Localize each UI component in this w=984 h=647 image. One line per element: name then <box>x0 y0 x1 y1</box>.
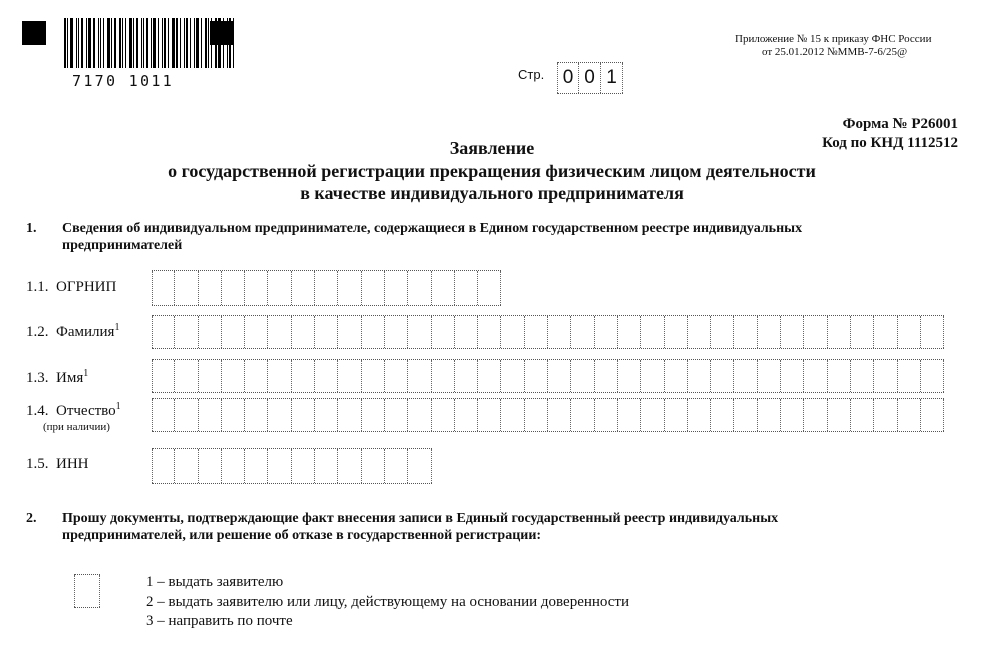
barcode-bar <box>215 18 217 68</box>
char-cell[interactable] <box>688 360 711 392</box>
char-cell[interactable] <box>595 360 618 392</box>
char-cell[interactable] <box>432 271 455 305</box>
barcode-bar <box>88 18 91 68</box>
barcode-bar <box>201 18 202 68</box>
field-name-footnote: 1 <box>83 368 89 379</box>
char-cell[interactable] <box>152 360 175 392</box>
document-subtitle-2: в качестве индивидуального предпринимателя <box>300 183 684 203</box>
char-cell[interactable] <box>152 316 175 348</box>
char-cell[interactable] <box>641 316 664 348</box>
char-cell[interactable] <box>525 360 548 392</box>
char-cell[interactable] <box>455 271 478 305</box>
char-cell[interactable] <box>175 449 198 483</box>
char-cell[interactable] <box>338 316 361 348</box>
char-cell[interactable] <box>222 271 245 305</box>
char-cell[interactable] <box>921 399 944 431</box>
char-cell[interactable] <box>804 399 827 431</box>
barcode-bar <box>143 18 144 68</box>
char-cell[interactable] <box>315 316 338 348</box>
char-cell[interactable] <box>175 316 198 348</box>
page-digit-3: 1 <box>601 63 623 93</box>
barcode-bar <box>98 18 99 68</box>
char-cell[interactable] <box>501 399 524 431</box>
char-cell[interactable] <box>828 399 851 431</box>
char-cell[interactable] <box>898 399 921 431</box>
ogrnip-input-boxes[interactable] <box>152 270 501 306</box>
char-cell[interactable] <box>851 360 874 392</box>
char-cell[interactable] <box>455 360 478 392</box>
delivery-method-cell[interactable] <box>74 575 100 607</box>
char-cell[interactable] <box>292 449 315 483</box>
barcode-bar <box>223 18 224 68</box>
char-cell[interactable] <box>618 316 641 348</box>
char-cell[interactable] <box>408 316 431 348</box>
char-cell[interactable] <box>292 316 315 348</box>
barcode-bar <box>186 18 188 68</box>
char-cell[interactable] <box>268 449 291 483</box>
char-cell[interactable] <box>315 449 338 483</box>
char-cell[interactable] <box>711 360 734 392</box>
barcode-bar <box>111 18 112 68</box>
char-cell[interactable] <box>292 399 315 431</box>
field-surname-label <box>26 322 119 341</box>
section2-number: 2. <box>26 511 37 526</box>
char-cell[interactable] <box>175 399 198 431</box>
char-cell[interactable] <box>548 399 571 431</box>
barcode-bar <box>70 18 73 68</box>
field-name-text: Имя <box>56 370 84 386</box>
char-cell[interactable] <box>315 399 338 431</box>
barcode-bar <box>122 18 123 68</box>
char-cell[interactable] <box>245 399 268 431</box>
char-cell[interactable] <box>665 316 688 348</box>
char-cell[interactable] <box>338 399 361 431</box>
barcode-bar <box>114 18 116 68</box>
char-cell[interactable] <box>571 399 594 431</box>
char-cell[interactable] <box>245 360 268 392</box>
barcode-bar <box>81 18 83 68</box>
barcode-bar <box>107 18 110 68</box>
char-cell[interactable] <box>222 449 245 483</box>
barcode-bar <box>184 18 185 68</box>
char-cell[interactable] <box>734 316 757 348</box>
char-cell[interactable] <box>292 360 315 392</box>
char-cell[interactable] <box>268 399 291 431</box>
char-cell[interactable] <box>501 316 524 348</box>
barcode-bar <box>141 18 142 68</box>
field-patronymic-footnote: 1 <box>115 401 121 412</box>
page-number-boxes <box>557 62 623 94</box>
char-cell[interactable] <box>571 316 594 348</box>
char-cell[interactable] <box>478 271 501 305</box>
char-cell[interactable] <box>385 271 408 305</box>
char-cell[interactable] <box>851 399 874 431</box>
char-cell[interactable] <box>641 360 664 392</box>
char-cell[interactable] <box>432 399 455 431</box>
char-cell[interactable] <box>571 360 594 392</box>
char-cell[interactable] <box>478 316 501 348</box>
char-cell[interactable] <box>268 360 291 392</box>
char-cell[interactable] <box>641 399 664 431</box>
char-cell[interactable] <box>828 360 851 392</box>
char-cell[interactable] <box>781 399 804 431</box>
field-patronymic-text: Отчество <box>56 403 116 419</box>
barcode-bar <box>227 18 228 68</box>
char-cell[interactable] <box>245 316 268 348</box>
char-cell[interactable] <box>734 360 757 392</box>
char-cell[interactable] <box>175 271 198 305</box>
barcode-bar <box>196 18 199 68</box>
barcode-bar <box>194 18 195 68</box>
char-cell[interactable] <box>245 449 268 483</box>
field-inn-text: ИНН <box>56 456 89 472</box>
char-cell[interactable] <box>152 399 175 431</box>
char-cell[interactable] <box>199 271 222 305</box>
document-subtitle-1: о государственной регистрации прекращения физическим лицом деятельности <box>168 161 816 181</box>
barcode-image <box>64 18 237 68</box>
char-cell[interactable] <box>175 360 198 392</box>
field-patronymic-num: 1.4. <box>26 403 49 419</box>
char-cell[interactable] <box>828 316 851 348</box>
char-cell[interactable] <box>851 316 874 348</box>
barcode-bar <box>146 18 148 68</box>
char-cell[interactable] <box>408 360 431 392</box>
barcode-bar <box>64 18 66 68</box>
char-cell[interactable] <box>781 316 804 348</box>
char-cell[interactable] <box>338 271 361 305</box>
barcode-bar <box>162 18 163 68</box>
char-cell[interactable] <box>548 360 571 392</box>
char-cell[interactable] <box>362 271 385 305</box>
char-cell[interactable] <box>152 449 175 483</box>
field-ogrnip-num: 1.1. <box>26 279 49 295</box>
char-cell[interactable] <box>478 399 501 431</box>
patronymic-input-boxes[interactable] <box>152 398 944 432</box>
section1-number: 1. <box>26 221 37 236</box>
page-label: Стр. <box>518 67 545 82</box>
barcode-bar <box>67 18 68 68</box>
barcode-bar <box>136 18 138 68</box>
field-ogrnip-text: ОГРНИП <box>56 279 117 295</box>
char-cell[interactable] <box>268 316 291 348</box>
char-cell[interactable] <box>711 316 734 348</box>
char-cell[interactable] <box>921 316 944 348</box>
char-cell[interactable] <box>804 360 827 392</box>
char-cell[interactable] <box>688 399 711 431</box>
knd-code: Код по КНД 1112512 <box>822 135 958 151</box>
char-cell[interactable] <box>432 316 455 348</box>
char-cell[interactable] <box>222 360 245 392</box>
name-input-boxes[interactable] <box>152 359 944 393</box>
char-cell[interactable] <box>618 360 641 392</box>
char-cell[interactable] <box>478 360 501 392</box>
barcode-bar <box>164 18 166 68</box>
char-cell[interactable] <box>338 449 361 483</box>
barcode-bar <box>125 18 126 68</box>
char-cell[interactable] <box>455 399 478 431</box>
char-cell[interactable] <box>665 399 688 431</box>
barcode-bar <box>158 18 159 68</box>
char-cell[interactable] <box>758 399 781 431</box>
delivery-method-box[interactable] <box>74 574 100 608</box>
char-cell[interactable] <box>222 399 245 431</box>
barcode-bar <box>180 18 181 68</box>
field-inn-label <box>26 456 89 473</box>
char-cell[interactable] <box>199 316 222 348</box>
field-surname-footnote: 1 <box>114 322 120 333</box>
char-cell[interactable] <box>152 271 175 305</box>
delivery-option-3: 3 – направить по почте <box>146 613 293 629</box>
barcode-bar <box>172 18 175 68</box>
char-cell[interactable] <box>268 271 291 305</box>
barcode-bar <box>176 18 178 68</box>
page-digit-1: 0 <box>557 63 579 93</box>
char-cell[interactable] <box>758 360 781 392</box>
char-cell[interactable] <box>874 399 897 431</box>
section2-heading-1: Прошу документы, подтверждающие факт внесения записи в Единый государственный реестр индивидуальных <box>62 511 779 526</box>
char-cell[interactable] <box>595 399 618 431</box>
char-cell[interactable] <box>758 316 781 348</box>
barcode-bar <box>133 18 134 68</box>
char-cell[interactable] <box>362 449 385 483</box>
char-cell[interactable] <box>245 271 268 305</box>
char-cell[interactable] <box>385 399 408 431</box>
char-cell[interactable] <box>199 449 222 483</box>
char-cell[interactable] <box>874 360 897 392</box>
barcode-number: 7170 1011 <box>72 72 174 90</box>
barcode-bar <box>218 18 221 68</box>
barcode-bar <box>129 18 132 68</box>
char-cell[interactable] <box>874 316 897 348</box>
char-cell[interactable] <box>362 399 385 431</box>
field-name-num: 1.3. <box>26 370 49 386</box>
barcode-bar <box>233 18 234 68</box>
field-patronymic-label <box>26 401 121 420</box>
delivery-option-2: 2 – выдать заявителю или лицу, действующему на основании доверенности <box>146 594 630 610</box>
delivery-option-1: 1 – выдать заявителю <box>146 574 284 590</box>
surname-input-boxes[interactable] <box>152 315 944 349</box>
field-patronymic-note: (при наличии) <box>43 421 110 433</box>
char-cell[interactable] <box>548 316 571 348</box>
char-cell[interactable] <box>292 271 315 305</box>
char-cell[interactable] <box>501 360 524 392</box>
barcode-bar <box>229 18 231 68</box>
barcode-bar <box>211 18 212 68</box>
char-cell[interactable] <box>898 360 921 392</box>
char-cell[interactable] <box>711 399 734 431</box>
char-cell[interactable] <box>408 399 431 431</box>
char-cell[interactable] <box>408 271 431 305</box>
barcode-bar <box>153 18 156 68</box>
char-cell[interactable] <box>315 271 338 305</box>
char-cell[interactable] <box>432 360 455 392</box>
page-digit-2: 0 <box>579 63 601 93</box>
appendix-line-2: от 25.01.2012 №ММВ-7-6/25@ <box>762 46 908 58</box>
char-cell[interactable] <box>665 360 688 392</box>
barcode-bar <box>86 18 87 68</box>
char-cell[interactable] <box>781 360 804 392</box>
field-inn-num: 1.5. <box>26 456 49 472</box>
document-title: Заявление <box>449 138 535 158</box>
barcode-bar <box>76 18 77 68</box>
barcode-bar <box>205 18 207 68</box>
char-cell[interactable] <box>199 399 222 431</box>
char-cell[interactable] <box>385 316 408 348</box>
field-surname-text: Фамилия <box>56 324 115 340</box>
barcode-bar <box>119 18 121 68</box>
field-surname-num: 1.2. <box>26 324 49 340</box>
char-cell[interactable] <box>525 399 548 431</box>
char-cell[interactable] <box>315 360 338 392</box>
field-ogrnip-label <box>26 279 116 296</box>
char-cell[interactable] <box>618 399 641 431</box>
char-cell[interactable] <box>385 449 408 483</box>
barcode-bar <box>190 18 191 68</box>
char-cell[interactable] <box>898 316 921 348</box>
appendix-line-1: Приложение № 15 к приказу ФНС России <box>735 33 932 45</box>
char-cell[interactable] <box>338 360 361 392</box>
char-cell[interactable] <box>595 316 618 348</box>
char-cell[interactable] <box>804 316 827 348</box>
section2-heading-2: предпринимателей, или решение об отказе в государственной регистрации: <box>62 528 542 543</box>
section1-heading-2: предпринимателей <box>62 238 183 253</box>
field-name-label <box>26 368 88 387</box>
form-number: Форма № Р26001 <box>842 116 958 132</box>
inn-input-boxes[interactable] <box>152 448 432 484</box>
char-cell[interactable] <box>525 316 548 348</box>
char-cell[interactable] <box>362 316 385 348</box>
char-cell[interactable] <box>199 360 222 392</box>
barcode-bar <box>93 18 95 68</box>
barcode-bar <box>168 18 169 68</box>
char-cell[interactable] <box>222 316 245 348</box>
char-cell[interactable] <box>734 399 757 431</box>
char-cell[interactable] <box>385 360 408 392</box>
section1-heading-1: Сведения об индивидуальном предпринимателе, содержащиеся в Едином государственном реестре индивидуальных <box>62 221 803 236</box>
char-cell[interactable] <box>921 360 944 392</box>
char-cell[interactable] <box>408 449 431 483</box>
char-cell[interactable] <box>455 316 478 348</box>
barcode-bar <box>100 18 101 68</box>
barcode-bar <box>208 18 209 68</box>
char-cell[interactable] <box>688 316 711 348</box>
corner-marker-left <box>22 21 46 45</box>
barcode-bar <box>151 18 152 68</box>
char-cell[interactable] <box>362 360 385 392</box>
barcode-bar <box>78 18 79 68</box>
barcode-bar <box>103 18 104 68</box>
